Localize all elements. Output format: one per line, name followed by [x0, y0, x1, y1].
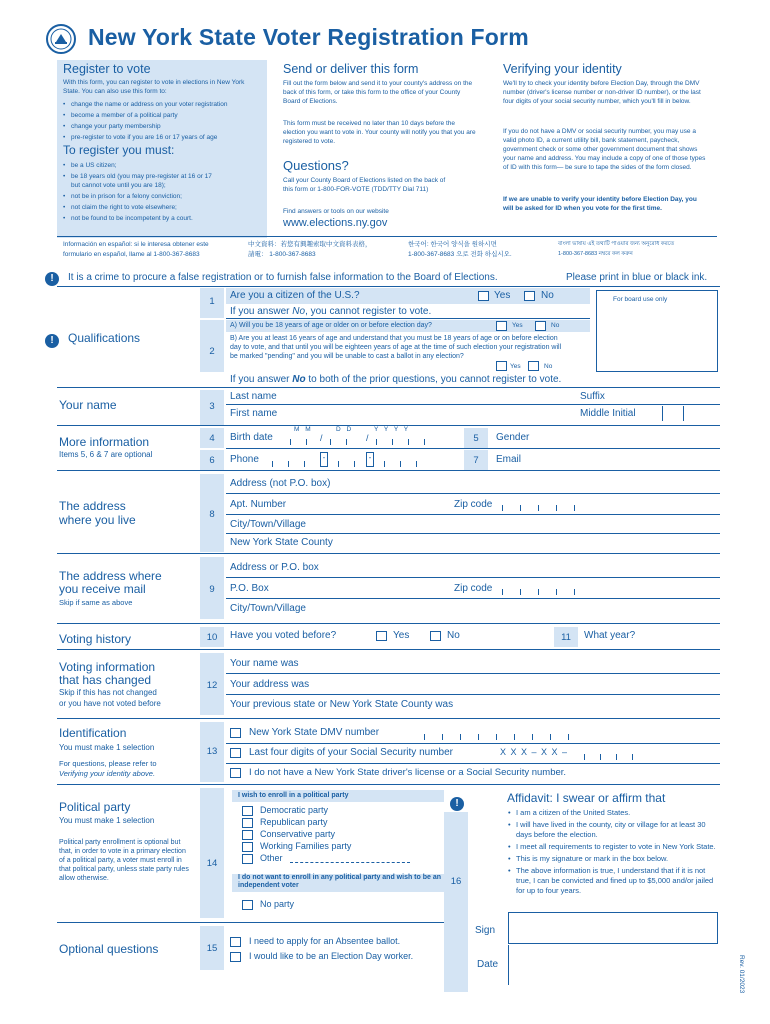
no-party-label: No party	[260, 899, 295, 909]
q2b-yes-checkbox[interactable]	[496, 361, 507, 371]
num-cell	[444, 812, 468, 992]
address-field	[226, 493, 720, 494]
list-item: • change the name or address on your voter registration	[63, 100, 268, 109]
list-item: • I meet all requirements to register to vote in New York State.	[508, 842, 718, 852]
item-number: 9	[209, 584, 215, 595]
verify-heading: Verifying your identity	[503, 62, 622, 76]
address-was-label: Your address was	[230, 679, 310, 690]
list-item: • I am a citizen of the United States.	[508, 808, 718, 818]
party-checkbox[interactable]	[242, 818, 253, 828]
divider	[57, 286, 720, 287]
list-item: • not claim the right to vote elsewhere;	[63, 203, 213, 212]
item-number: 10	[206, 632, 218, 643]
voted-no-label: No	[447, 630, 460, 641]
no-id-label: I do not have a New York State driver's license or a Social Security number.	[249, 767, 567, 778]
apt-label: Apt. Number	[230, 499, 287, 510]
divider	[226, 763, 720, 764]
party-option: Other	[260, 853, 283, 863]
yyyy-hint: Y Y Y Y	[374, 426, 411, 433]
divider	[226, 514, 720, 515]
divider	[226, 533, 720, 534]
item-number: 5	[473, 433, 479, 444]
divider	[226, 318, 590, 319]
signature-box[interactable]	[508, 912, 718, 944]
send-text-1: Fill out the form below and send it to your county's address on the back of this form, or take this form to the office of your County Board of Elections.	[283, 80, 473, 105]
questions-heading: Questions?	[283, 158, 349, 173]
item-number: 6	[209, 455, 215, 466]
what-year-label: What year?	[584, 630, 636, 641]
lang-bn-1: বাংলা ভাষায় এই তথ্যটি পাওয়ার জন্য অনুরোধ করতে	[558, 241, 675, 247]
board-use-label: For board use only	[613, 296, 668, 303]
section-label: The address where	[59, 569, 162, 583]
no-id-checkbox[interactable]	[230, 768, 241, 778]
print-notice: Please print in blue or black ink.	[566, 272, 708, 283]
send-heading: Send or deliver this form	[283, 62, 419, 76]
q2a-yes-checkbox[interactable]	[496, 321, 507, 331]
no-enroll-heading: I do not want to enroll in any political party and wish to be an independent voter	[238, 874, 442, 889]
q2-note	[230, 374, 561, 385]
voted-before-label: Have you voted before?	[230, 630, 337, 641]
suffix-label: Suffix	[580, 391, 605, 402]
lang-bn-2: 1-800-367-8683 নম্বরে কল করুন	[558, 251, 633, 257]
ssn-checkbox[interactable]	[230, 748, 241, 758]
divider	[57, 470, 720, 471]
address-label: Address (not P.O. box)	[230, 478, 331, 489]
note-text: to both of the prior questions, you cannot register to vote.	[305, 374, 562, 385]
section-label: Optional questions	[59, 942, 159, 956]
ssn-label: Last four digits of your Social Security number	[249, 747, 453, 758]
section-label: Voting history	[59, 632, 132, 646]
section-sublabel: You must make 1 selection	[59, 816, 155, 825]
section-sublabel: Skip if this has not changed	[59, 688, 157, 697]
lang-zh-1: 中文資料：若您有興趣索取中文資料表格，	[248, 241, 372, 248]
section-label: Your name	[59, 398, 117, 412]
must-heading: To register you must:	[63, 143, 175, 157]
q2b-yes-label: Yes	[510, 363, 521, 370]
list-item: • I will have lived in the county, city or village for at least 30 days before the election.	[508, 820, 718, 840]
state-seal-icon	[46, 24, 76, 54]
item-number: 11	[561, 632, 571, 643]
enroll-heading: I wish to enroll in a political party	[238, 792, 349, 799]
divider	[57, 922, 444, 923]
divider	[57, 718, 720, 719]
middle-initial-box[interactable]	[662, 406, 684, 421]
section-label: Identification	[59, 726, 127, 740]
ident-help-2: Verifying your identity above.	[59, 769, 156, 778]
send-text-2: This form must be received no later than 10 days before the election you want to vote in. Your county will notify you that you are registered to vote.	[283, 120, 476, 145]
section-sublabel: You must make 1 selection	[59, 743, 155, 752]
q1-no-label: No	[541, 290, 554, 301]
item-number: 16	[450, 876, 462, 887]
other-party-field[interactable]	[290, 862, 410, 863]
election-worker-checkbox[interactable]	[230, 952, 241, 962]
list-item: • The above information is true, I understand that if it is not true, I can be convicted and fined up to $5,000 and/or jailed for up to four years.	[508, 866, 718, 896]
sign-label: Sign	[475, 925, 496, 936]
list-item: • not be found to be incompetent by a court.	[63, 214, 213, 223]
first-name-label: First name	[230, 408, 278, 419]
verify-text-2: If you do not have a DMV or social security number, you may use a valid photo ID, a current utility bill, bank statement, paycheck, government check or some other government document that shows your name and address. You may include a copy of one of those types of ID with this form— be sure to tape the sides of the form closed.	[503, 128, 706, 171]
section-sublabel: Skip if same as above	[59, 598, 133, 607]
item-number: 8	[209, 509, 215, 520]
q2b-no-label: No	[544, 363, 553, 370]
section-sublabel: Items 5, 6 & 7 are optional	[59, 450, 153, 459]
verify-text-1: We'll try to check your identity before Election Day, through the DMV number (driver's license number or non-driver ID number), or the last four digits of your social security number, which you'll fill in below.	[503, 80, 701, 105]
lang-ko-1: 한국어: 한국어 양식을 원하시면	[408, 241, 497, 248]
list-item: • pre-register to vote if you are 16 or 17 years of age	[63, 133, 268, 142]
party-checkbox[interactable]	[242, 854, 253, 864]
absentee-label: I need to apply for an Absentee ballot.	[249, 936, 401, 946]
ssn-mask: X X X – X X –	[500, 747, 569, 757]
divider	[226, 743, 720, 744]
ssn-input[interactable]	[580, 754, 640, 762]
phone-input[interactable]: - -	[272, 452, 422, 468]
alert-icon: !	[450, 793, 464, 811]
mail-city-label: City/Town/Village	[230, 603, 306, 614]
section-label: where you live	[59, 513, 136, 527]
note-text: If you answer	[230, 306, 293, 317]
absentee-checkbox[interactable]	[230, 937, 241, 947]
q2b-no-checkbox[interactable]	[528, 361, 539, 371]
item-number: 14	[206, 858, 218, 869]
note-emphasis: No	[292, 306, 306, 317]
ident-help-1: For questions, please refer to	[59, 759, 157, 768]
middle-initial-label: Middle Initial	[580, 408, 636, 419]
divider	[226, 577, 720, 578]
section-label: More information	[59, 435, 150, 449]
item-number: 12	[206, 680, 218, 691]
register-list	[63, 100, 268, 142]
mm-hint: M M	[294, 426, 313, 433]
mail-zip-label: Zip code	[454, 583, 493, 594]
last-name-label: Last name	[230, 391, 277, 402]
party-option: Republican party	[260, 817, 328, 827]
list-item: • This is my signature or mark in the box below.	[508, 854, 718, 864]
questions-text-1: Call your County Board of Elections listed on the back of this form or 1-800-FOR-VOTE (TDD/TTY Dial 711)	[283, 177, 446, 193]
divider	[57, 236, 717, 237]
register-heading: Register to vote	[63, 62, 151, 76]
divider	[57, 623, 720, 624]
gender-label: Gender	[496, 432, 530, 443]
revision-note: Rev. 01/2023	[738, 955, 745, 994]
divider	[226, 673, 720, 674]
section-label: you receive mail	[59, 582, 146, 596]
affidavit-heading: Affidavit: I swear or affirm that	[507, 791, 666, 805]
email-label: Email	[496, 454, 522, 465]
register-text: With this form, you can register to vote in elections in New York State. You can also use this form to:	[63, 79, 245, 95]
last-name-field	[226, 404, 720, 405]
q2b-question: B) Are you at least 16 years of age and understand that you must be 18 years of age or on before election day to vote, and that until you will be eighteen years of age at the time of such election your registration will be marked "pending" and you will be unable to cast a ballot in any election?	[230, 335, 562, 360]
lang-es-2: formulario en español, llame al 1-800-367-8683	[63, 251, 200, 258]
list-item: • be a US citizen;	[63, 161, 213, 170]
item-number: 7	[473, 455, 479, 466]
q2a-no-label: No	[551, 322, 560, 329]
q1-yes-checkbox[interactable]	[478, 291, 489, 301]
item-number: 1	[209, 296, 215, 307]
affidavit-list	[508, 808, 718, 896]
item-number: 2	[209, 346, 215, 357]
section-sublabel: or you have not voted before	[59, 699, 161, 708]
city-label: City/Town/Village	[230, 519, 306, 530]
zip-label: Zip code	[454, 499, 493, 510]
dmv-input[interactable]	[420, 734, 590, 742]
must-list	[63, 161, 213, 223]
item-number: 13	[206, 746, 218, 757]
date-field[interactable]	[508, 945, 718, 985]
divider	[226, 598, 720, 599]
q1-note	[230, 306, 431, 317]
crime-notice: It is a crime to procure a false registration or to furnish false information to the Board of Elections.	[68, 272, 498, 283]
section-label: that has changed	[59, 673, 152, 687]
dmv-label: New York State DMV number	[249, 727, 380, 738]
item-number: 4	[209, 433, 215, 444]
divider	[226, 448, 720, 449]
q1-question: Are you a citizen of the U.S.?	[230, 290, 360, 301]
verify-text-3: If we are unable to verify your identity before Election Day, you will be asked for ID when you vote for the first time.	[503, 196, 697, 212]
list-item: • be 18 years old (you may pre-register at 16 or 17 but cannot vote until you are 18);	[63, 172, 213, 190]
note-text: , you cannot register to vote.	[305, 306, 432, 317]
num-cell	[200, 788, 224, 918]
q2a-yes-label: Yes	[512, 322, 523, 329]
lang-zh-2: 請電： 1-800-367-8683	[248, 251, 316, 258]
divider	[57, 649, 720, 650]
alert-icon: !	[45, 330, 59, 348]
party-option: Conservative party	[260, 829, 336, 839]
previous-county-label: Your previous state or New York State County was	[230, 699, 454, 710]
list-item: • become a member of a political party	[63, 111, 268, 120]
q1-no-checkbox[interactable]	[524, 291, 535, 301]
divider	[226, 694, 720, 695]
dd-hint: D D	[336, 426, 354, 433]
qualifications-label: Qualifications	[68, 331, 141, 345]
party-checkbox[interactable]	[242, 806, 253, 816]
county-label: New York State County	[230, 537, 333, 548]
note-text: If you answer	[230, 374, 293, 385]
po-box-label: P.O. Box	[230, 583, 269, 594]
no-party-checkbox[interactable]	[242, 900, 253, 910]
party-option: Democratic party	[260, 805, 329, 815]
section-label: Voting information	[59, 660, 156, 674]
list-item: • not be in prison for a felony conviction;	[63, 192, 213, 201]
birth-date-label: Birth date	[230, 432, 273, 443]
alert-icon: !	[45, 268, 59, 286]
questions-text-2: Find answers or tools on our website	[283, 208, 389, 215]
divider	[57, 553, 720, 554]
voted-yes-label: Yes	[393, 630, 410, 641]
section-label: Political party	[59, 800, 131, 814]
name-was-label: Your name was	[230, 658, 299, 669]
q2a-question: A) Will you be 18 years of age or older on or before election day?	[230, 322, 432, 329]
note-emphasis: No	[292, 374, 306, 385]
divider	[57, 387, 720, 388]
mail-address-label: Address or P.O. box	[230, 562, 319, 573]
q1-yes-label: Yes	[494, 290, 511, 301]
item-number: 3	[209, 401, 215, 412]
party-note: Political party enrollment is optional but that, in order to vote in a primary election of a political party, a voter must enroll in that political party, unless state party rules allow otherwise.	[59, 839, 189, 882]
website-link[interactable]: www.elections.ny.gov	[283, 217, 388, 229]
divider	[57, 784, 720, 785]
section-label: The address	[59, 499, 126, 513]
party-option: Working Families party	[260, 841, 352, 851]
q2a-no-checkbox[interactable]	[535, 321, 546, 331]
item-number: 15	[206, 943, 218, 954]
date-label: Date	[477, 959, 499, 970]
lang-ko-2: 1-800-367-8683 으로 전화 하십시오.	[408, 251, 512, 258]
party-checkbox[interactable]	[242, 842, 253, 852]
birth-date-input[interactable]: / /	[290, 435, 440, 445]
dmv-checkbox[interactable]	[230, 728, 241, 738]
list-item: • change your party membership	[63, 122, 268, 131]
phone-label: Phone	[230, 454, 259, 465]
election-worker-label: I would like to be an Election Day worker.	[249, 951, 414, 961]
party-checkbox[interactable]	[242, 830, 253, 840]
lang-es-1: Información en español: si le interesa obtener este	[63, 241, 209, 248]
voted-yes-checkbox[interactable]	[376, 631, 387, 641]
voted-no-checkbox[interactable]	[430, 631, 441, 641]
page-title: New York State Voter Registration Form	[88, 24, 529, 50]
